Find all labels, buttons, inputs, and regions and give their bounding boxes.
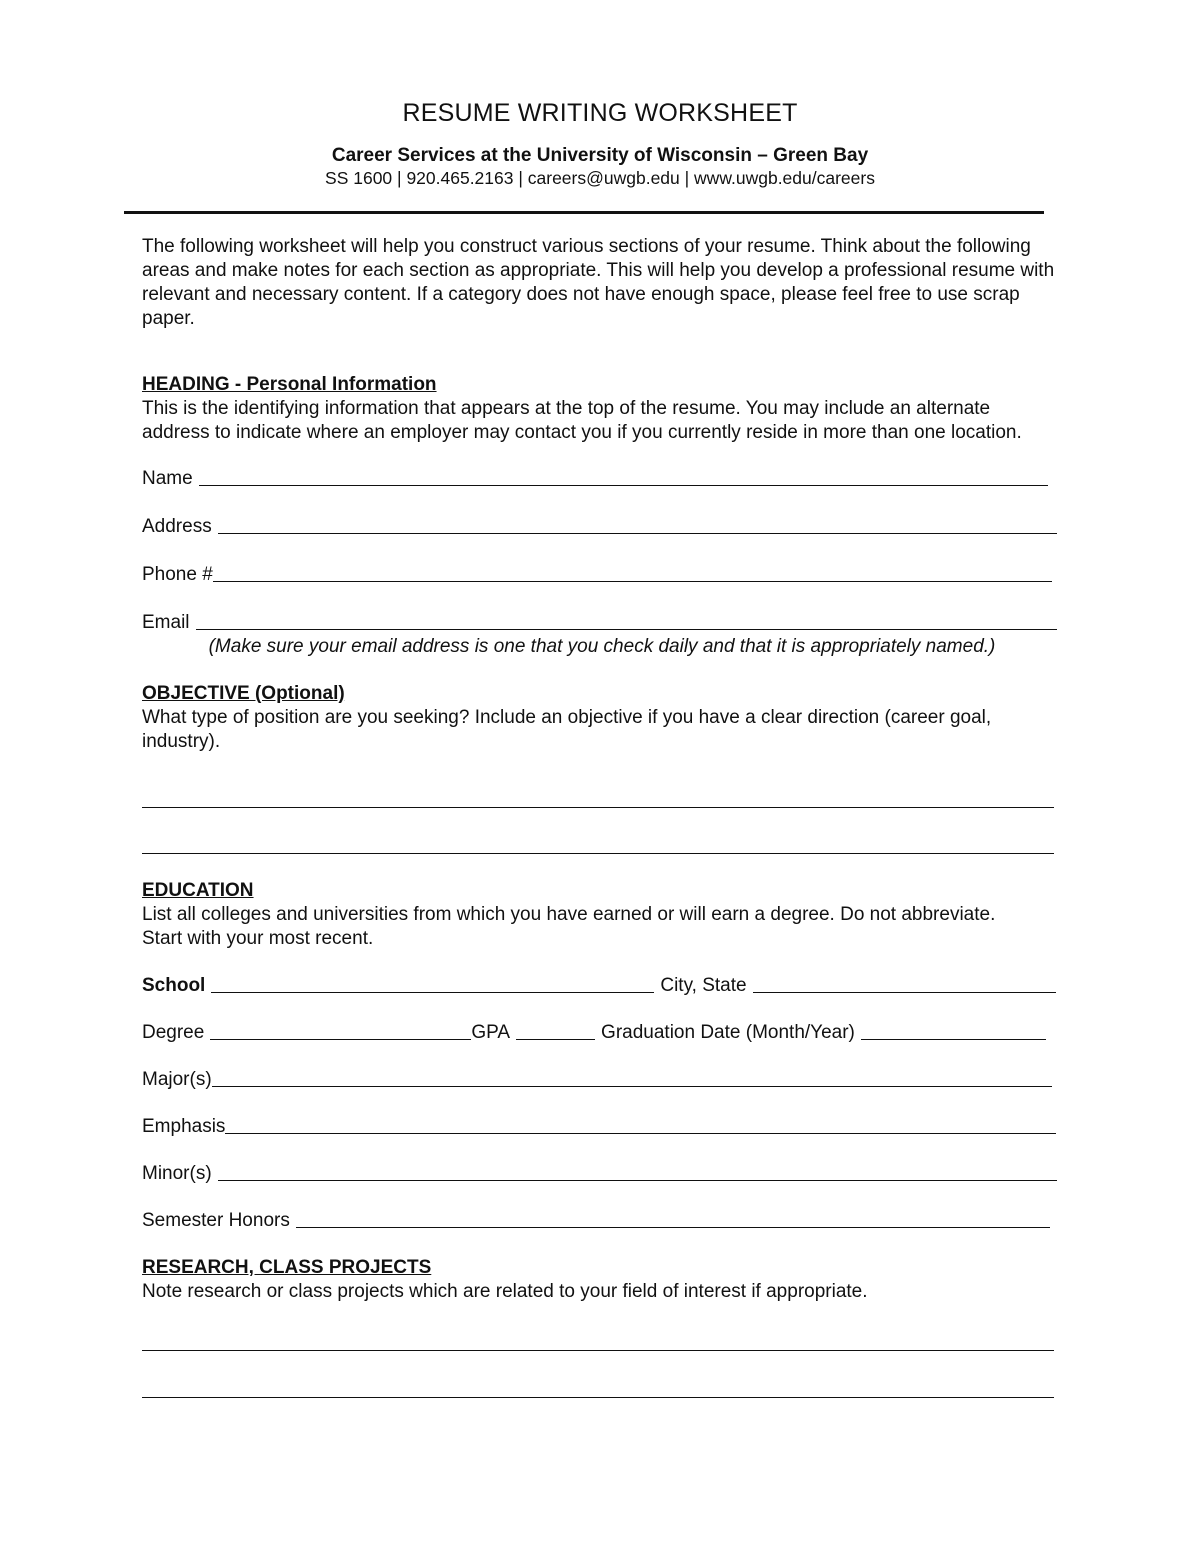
document-title: RESUME WRITING WORKSHEET <box>402 99 798 127</box>
document-subtitle: Career Services at the University of Wisconsin – Green Bay <box>331 145 869 166</box>
majors-blank[interactable] <box>212 1086 1052 1087</box>
objective-section <box>142 682 1062 854</box>
degree-label: Degree <box>142 1022 205 1043</box>
research-blank-line-1[interactable] <box>142 1350 1054 1351</box>
degree-blank[interactable] <box>210 1039 471 1040</box>
education-section <box>142 879 1062 1233</box>
email-blank[interactable] <box>196 629 1057 630</box>
city-state-label: City, State <box>660 975 747 996</box>
minors-label: Minor(s) <box>142 1163 212 1184</box>
gpa-blank[interactable] <box>516 1039 595 1040</box>
header-divider <box>124 211 1044 214</box>
address-label: Address <box>142 516 212 537</box>
school-field[interactable] <box>142 974 1062 998</box>
intro-paragraph: The following worksheet will help you construct various sections of your resume. Think about the following areas and make notes for each section as appropriate. This will help you develop a professional resume with relevant and necessary content. If a category does not have enough space, please feel free to use scrap paper. <box>142 236 1055 329</box>
phone-blank[interactable] <box>213 581 1052 582</box>
city-state-blank[interactable] <box>753 992 1056 993</box>
name-label: Name <box>142 468 193 489</box>
degree-field[interactable] <box>142 1021 1062 1045</box>
objective-section-title: OBJECTIVE (Optional) <box>142 683 345 704</box>
research-blank-line-2[interactable] <box>142 1397 1054 1398</box>
education-section-description: List all colleges and universities from which you have earned or will earn a degree. Do not abbreviate. Start with your most recent. <box>142 904 996 949</box>
emphasis-blank[interactable] <box>225 1133 1056 1134</box>
heading-section-description: This is the identifying information that appears at the top of the resume. You may include an alternate address to indicate where an employer may contact you if you currently reside in more than one location. <box>142 398 1022 443</box>
objective-blank-line-1[interactable] <box>142 807 1054 808</box>
school-blank[interactable] <box>211 992 654 993</box>
worksheet-content <box>142 235 1062 1398</box>
name-field[interactable] <box>142 467 1062 491</box>
email-field[interactable] <box>142 611 1062 635</box>
graduation-date-label: Graduation Date (Month/Year) <box>601 1022 855 1043</box>
majors-field[interactable] <box>142 1068 1062 1092</box>
minors-blank[interactable] <box>218 1180 1057 1181</box>
majors-label: Major(s) <box>142 1069 212 1090</box>
phone-label: Phone # <box>142 564 213 585</box>
phone-field[interactable] <box>142 563 1062 587</box>
emphasis-field[interactable] <box>142 1115 1062 1139</box>
graduation-date-blank[interactable] <box>861 1039 1046 1040</box>
contact-info: SS 1600 | 920.465.2163 | careers@uwgb.edu | www.uwgb.edu/careers <box>325 168 875 188</box>
gpa-label: GPA <box>471 1022 511 1043</box>
name-blank[interactable] <box>199 485 1048 486</box>
semester-honors-label: Semester Honors <box>142 1210 290 1231</box>
research-section-description: Note research or class projects which are related to your field of interest if appropriate. <box>142 1281 868 1302</box>
semester-honors-blank[interactable] <box>296 1227 1050 1228</box>
email-note: (Make sure your email address is one that you check daily and that it is appropriately named.) <box>208 636 996 657</box>
school-label: School <box>142 975 206 996</box>
heading-section-title: HEADING - Personal Information <box>142 374 437 395</box>
research-section <box>142 1256 1062 1398</box>
objective-blank-line-2[interactable] <box>142 853 1054 854</box>
address-field[interactable] <box>142 515 1062 539</box>
address-blank[interactable] <box>218 533 1057 534</box>
research-section-title: RESEARCH, CLASS PROJECTS <box>142 1257 432 1278</box>
emphasis-label: Emphasis <box>142 1116 226 1137</box>
semester-honors-field[interactable] <box>142 1209 1062 1233</box>
education-section-title: EDUCATION <box>142 880 254 901</box>
minors-field[interactable] <box>142 1162 1062 1186</box>
objective-section-description: What type of position are you seeking? Include an objective if you have a clear direction (career goal, industry). <box>142 707 992 752</box>
email-label: Email <box>142 612 190 633</box>
heading-section <box>142 373 1062 659</box>
